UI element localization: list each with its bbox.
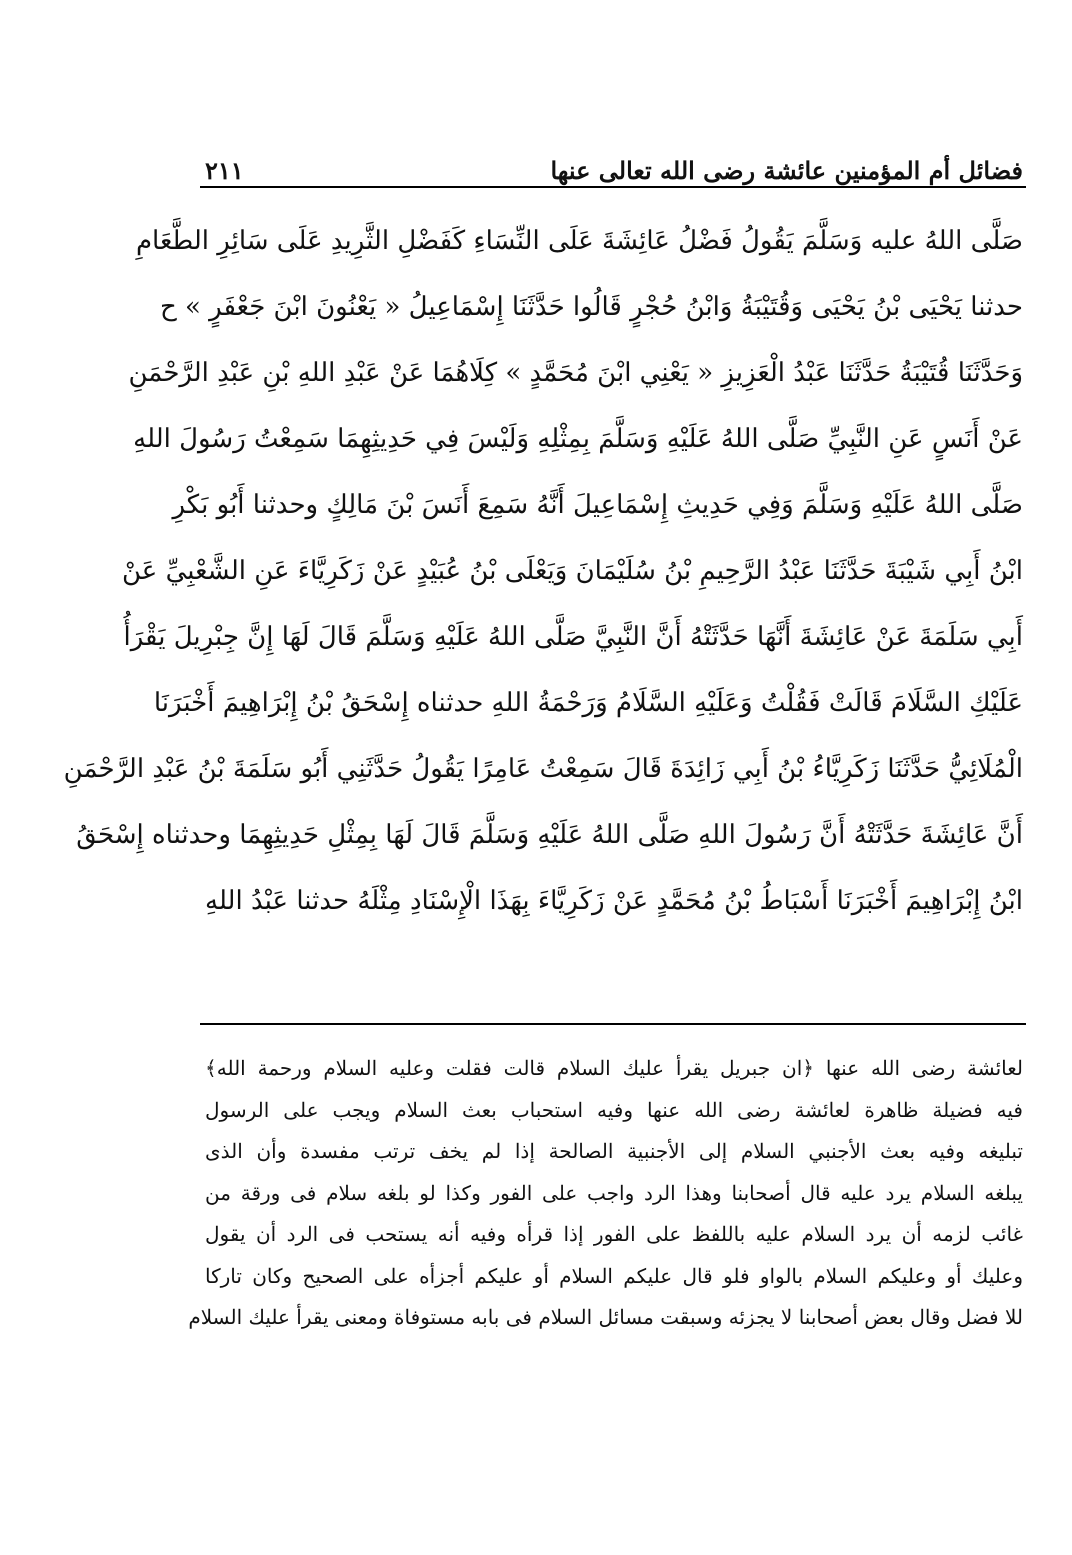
footnote-line: للا فضل وقال بعض أصحابنا لا يجزئه وسبقت مسائل السلام فى بابه مستوفاة ومعنى يقرأ عليك السلام [188,1305,1023,1329]
footnote-line: غائب لزمه أن يرد السلام عليه باللفظ على الفور إذا قرأه وفيه أنه يستحب فى الرد أن يقول [205,1222,1023,1246]
text-line: صَلَّى اللهُ عليه وَسَلَّمَ يَقُولُ فَضْلُ عَائِشَةَ عَلَى النِّسَاءِ كَفَضْلِ الثَّرِيدِ عَلَى سَائِرِ الطَّعَامِ [135,226,1023,256]
footnote-line: يبلغه السلام يرد عليه قال أصحابنا وهذا الرد واجب على الفور وكذا لو بلغه سلام فى ورقة من [205,1180,1023,1205]
text-line: عَنْ أَنَسٍ عَنِ النَّبِيِّ صَلَّى اللهُ عَلَيْهِ وَسَلَّمَ بِمِثْلِهِ وَلَيْسَ فِي حَدِيثِهِمَا سَمِعْتُ رَسُولَ اللهِ [133,424,1023,454]
text-line: ابْنُ إِبْرَاهِيمَ أَخْبَرَنَا أَسْبَاطُ بْنُ مُحَمَّدٍ عَنْ زَكَرِيَّاءَ بِهَذَا الْإِسْنَادِ مِثْلَهُ حدثنا عَبْدُ اللهِ [205,886,1023,916]
text-line: الْمُلَائِيُّ حَدَّثَنَا زَكَرِيَّاءُ بْنُ أَبِي زَائِدَةَ قَالَ سَمِعْتُ عَامِرًا يَقُولُ حَدَّثَنِي أَبُو سَلَمَةَ بْنُ عَبْدِ الرَّحْمَنِ [63,754,1023,784]
text-line: ابْنُ أَبِي شَيْبَةَ حَدَّثَنَا عَبْدُ الرَّحِيمِ بْنُ سُلَيْمَانَ وَيَعْلَى بْنُ عُبَيْدٍ عَنْ زَكَرِيَّاءَ عَنِ الشَّعْبِيِّ عَنْ [122,556,1023,586]
text-line: أَبِي سَلَمَةَ عَنْ عَائِشَةَ أَنَّهَا حَدَّثَتْهُ أَنَّ النَّبِيَّ صَلَّى اللهُ عَلَيْهِ وَسَلَّمَ قَالَ لَهَا إِنَّ جِبْرِيلَ يَقْرَأُ [123,622,1023,652]
page-number: ٢١١ [205,155,244,185]
text-line: حدثنا يَحْيَى بْنُ يَحْيَى وَقُتَيْبَةُ وَابْنُ حُجْرٍ قَالُوا حَدَّثَنَا إِسْمَاعِيلُ « يَعْنُونَ ابْنَ جَعْفَرٍ » ح [159,292,1023,322]
footnote-line: تبليغه وفيه بعث الأجنبي السلام إلى الأجنبية الصالحة إذا لم يخف ترتب مفسدة وأن الذى [205,1139,1023,1163]
header-rule [200,186,1026,188]
page-header [205,150,1023,190]
footnote-line: لعائشة رضى الله عنها ﴿ان جبريل يقرأ عليك السلام قالت فقلت وعليه السلام ورحمة الله﴾ [205,1056,1023,1080]
commentary-footnote [188,1048,1023,1339]
footnote-rule [200,1023,1026,1025]
text-line: عَلَيْكِ السَّلَامَ قَالَتْ فَقُلْتُ وَعَلَيْهِ السَّلَامُ وَرَحْمَةُ اللهِ حدثناه إِسْحَقُ بْنُ إِبْرَاهِيمَ أَخْبَرَنَا [153,688,1023,718]
footnote-line: وعليك أو وعليكم السلام بالواو فلو قال عليكم السلام أو عليكم أجزأه على الصحيح وكان تاركا [205,1263,1023,1288]
footnote-line: فيه فضيلة ظاهرة لعائشة رضى الله عنها وفيه استحباب بعث السلام ويجب على الرسول [205,1097,1023,1122]
hadith-text [63,208,1023,934]
running-title: فضائل أم المؤمنين عائشة رضى الله تعالى عنها [550,155,1023,185]
text-line: أَنَّ عَائِشَةَ حَدَّثَتْهُ أَنَّ رَسُولَ اللهِ صَلَّى اللهُ عَلَيْهِ وَسَلَّمَ قَالَ لَهَا بِمِثْلِ حَدِيثِهِمَا وحدثناه إِسْحَقُ [76,820,1023,850]
text-line: صَلَّى اللهُ عَلَيْهِ وَسَلَّمَ وَفِي حَدِيثِ إِسْمَاعِيلَ أَنَّهُ سَمِعَ أَنَسَ بْنَ مَالِكٍ وحدثنا أَبُو بَكْرِ [172,490,1023,520]
text-line: وَحَدَّثَنَا قُتَيْبَةُ حَدَّثَنَا عَبْدُ الْعَزِيزِ « يَعْنِي ابْنَ مُحَمَّدٍ » كِلَاهُمَا عَنْ عَبْدِ اللهِ بْنِ عَبْدِ الرَّحْمَنِ [128,358,1023,388]
